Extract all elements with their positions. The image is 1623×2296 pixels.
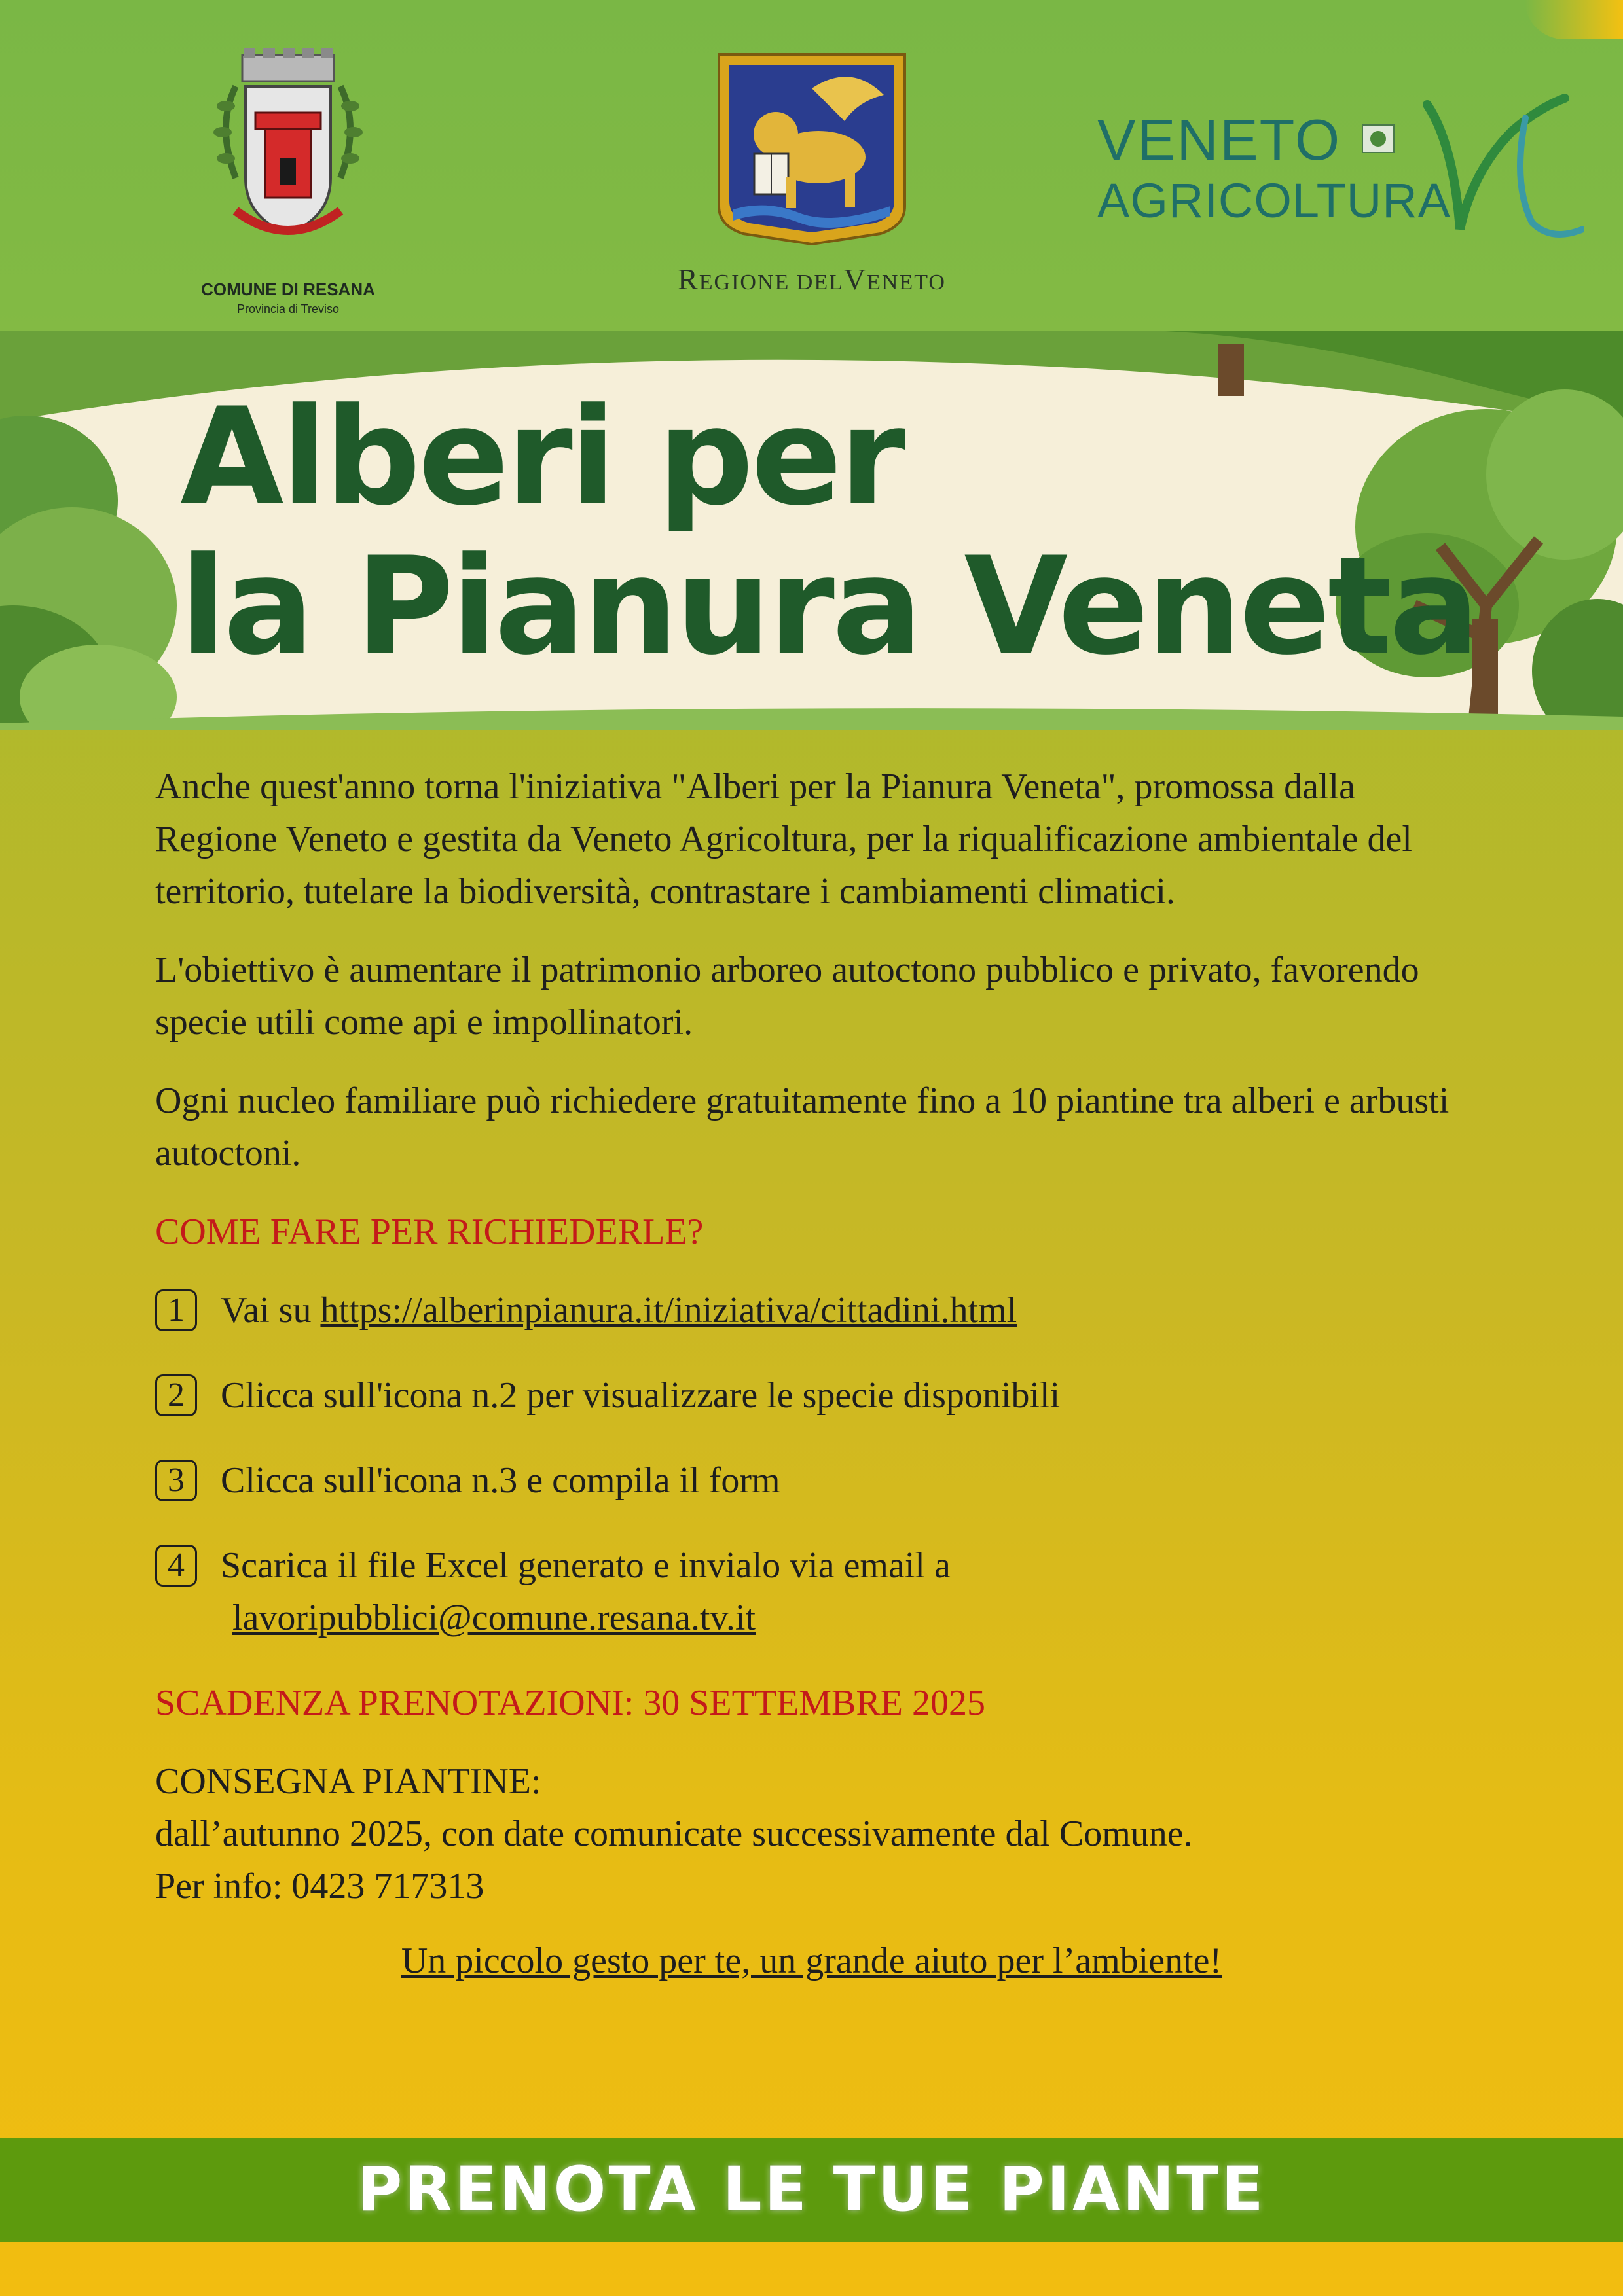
banner-title-line1: Alberi per — [180, 380, 903, 535]
lion-of-saint-mark-icon — [714, 49, 910, 245]
intro-paragraph-2: L'obiettivo è aumentare il patrimonio arboreo autoctono pubblico e privato, favorendo specie utili come api e impollinatori. — [155, 950, 1419, 1043]
veneto-agricoltura-logo — [1087, 98, 1584, 255]
step-4-text: Scarica il file Excel generato e invialo via email a — [221, 1545, 951, 1586]
veneto-agricoltura-line2: AGRICOLTURA — [1097, 173, 1451, 228]
deadline-text: SCADENZA PRENOTAZIONI: 30 SETTEMBRE 2025 — [155, 1683, 985, 1723]
step-1 — [155, 1284, 1478, 1336]
header-bar — [0, 0, 1623, 331]
veneto-agricoltura-v-icon — [1414, 92, 1584, 255]
step-number-2: 2 — [155, 1374, 197, 1416]
step-number-1: 1 — [155, 1289, 197, 1331]
step-number-4: 4 — [155, 1545, 197, 1587]
step-3-text: Clicca sull'icona n.3 e compila il form — [221, 1460, 780, 1501]
resana-logo — [190, 47, 386, 322]
intro-paragraph-1: Anche quest'anno torna l'iniziativa "Alberi per la Pianura Veneta", promossa dalla Regione Veneto e gestita da Veneto Agricoltura, per la riqualificazione ambientale del territorio, tutelare la biodiversità, contrastare i cambiamenti climatici. — [155, 766, 1412, 912]
step-3 — [155, 1454, 1478, 1507]
resana-province: Provincia di Treviso — [236, 302, 340, 315]
banner-title-line2: la Pianura Veneta — [180, 529, 1478, 685]
steps-list — [155, 1284, 1478, 1644]
website-link[interactable]: https://alberinpianura.it/iniziativa/cittadini.html — [320, 1290, 1017, 1331]
step-4 — [155, 1539, 1478, 1644]
footer-cta-text[interactable]: PRENOTA LE TUE PIANTE — [357, 2154, 1266, 2225]
municipal-crest-icon — [190, 47, 386, 276]
intro-paragraph-3: Ogni nucleo familiare può richiedere gratuitamente fino a 10 piantine tra alberi e arbusti autoctoni. — [155, 1081, 1450, 1174]
main-content — [155, 761, 1478, 2024]
title-banner — [0, 331, 1623, 730]
step-number-3: 3 — [155, 1460, 197, 1501]
howto-heading: COME FARE PER RICHIEDERLE? — [155, 1211, 704, 1252]
regione-veneto-name: REGIONE DELVENETO — [678, 262, 946, 296]
slogan-text: Un piccolo gesto per te, un grande aiuto per l’ambiente! — [401, 1941, 1222, 1981]
corner-decoration — [1525, 0, 1623, 39]
footer-cta-bar[interactable] — [0, 2138, 1623, 2242]
step-2 — [155, 1369, 1478, 1422]
delivery-title: CONSEGNA PIANTINE: — [155, 1761, 541, 1802]
regione-veneto-logo — [714, 49, 910, 245]
regional-emblem-icon — [1362, 124, 1395, 153]
delivery-block — [155, 1755, 1478, 1912]
banner-title — [180, 380, 1478, 685]
info-phone: Per info: 0423 717313 — [155, 1866, 484, 1907]
veneto-agricoltura-line1: VENETO — [1097, 107, 1341, 172]
step-1-text: Vai su — [221, 1290, 321, 1331]
delivery-text: dall’autunno 2025, con date comunicate successivamente dal Comune. — [155, 1814, 1193, 1854]
resana-name: COMUNE DI RESANA — [201, 279, 375, 299]
email-link[interactable]: lavoripubblici@comune.resana.tv.it — [232, 1598, 756, 1638]
step-2-text: Clicca sull'icona n.2 per visualizzare le specie disponibili — [221, 1375, 1061, 1416]
